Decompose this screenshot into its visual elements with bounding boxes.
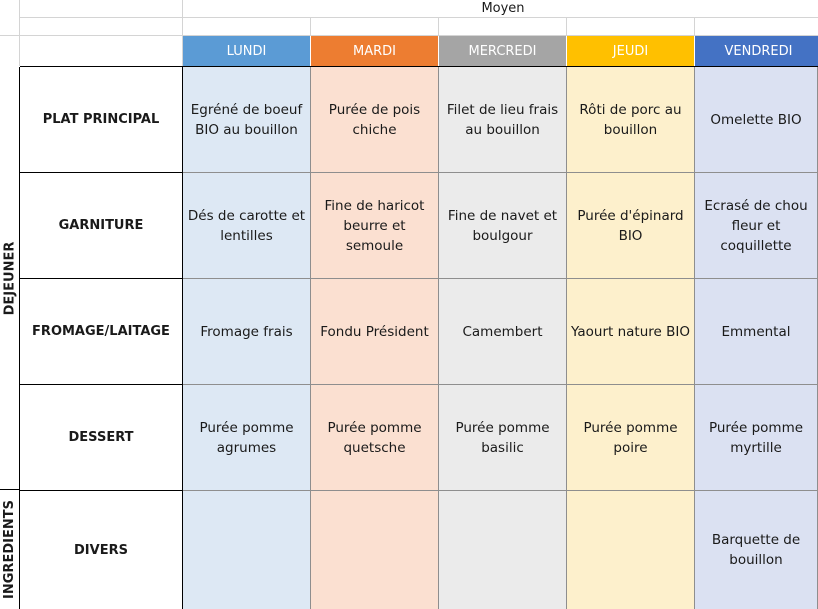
menu-cell[interactable]: Dés de carotte et lentilles (183, 173, 311, 279)
menu-cell[interactable]: Omelette BIO (695, 67, 818, 173)
grid-line (20, 17, 818, 18)
menu-cell[interactable] (567, 491, 695, 609)
menu-cell[interactable]: Emmental (695, 279, 818, 385)
menu-cell[interactable] (311, 491, 439, 609)
day-header-mercredi[interactable]: MERCREDI (439, 36, 567, 66)
day-header-lundi[interactable]: LUNDI (183, 36, 311, 66)
menu-cell[interactable]: Purée pomme agrumes (183, 385, 311, 491)
menu-cell[interactable]: Ecrasé de chou fleur et coquillette (695, 173, 818, 279)
menu-cell[interactable]: Yaourt nature BIO (567, 279, 695, 385)
row-label-fromage-laitage[interactable]: FROMAGE/LAITAGE (20, 279, 183, 385)
menu-cell[interactable] (439, 491, 567, 609)
menu-cell[interactable]: Fondu Président (311, 279, 439, 385)
menu-cell[interactable]: Fromage frais (183, 279, 311, 385)
grid-line (19, 0, 20, 66)
menu-cell[interactable]: Fine de haricot beurre et semoule (311, 173, 439, 279)
menu-cell[interactable]: Rôti de porc au bouillon (567, 67, 695, 173)
grid-line (566, 17, 567, 36)
grid-line (438, 17, 439, 36)
menu-cell[interactable]: Fine de navet et boulgour (439, 173, 567, 279)
menu-cell[interactable]: Egréné de boeuf BIO au bouillon (183, 67, 311, 173)
row-label-garniture[interactable]: GARNITURE (20, 173, 183, 279)
sheet-title: Moyen (481, 1, 525, 16)
grid-line (694, 17, 695, 36)
row-label-divers[interactable]: DIVERS (20, 491, 183, 609)
row-label-plat-principal[interactable]: PLAT PRINCIPAL (20, 67, 183, 173)
section-dejeuner (0, 67, 20, 490)
day-header-mardi[interactable]: MARDI (311, 36, 439, 66)
menu-cell[interactable]: Barquette de bouillon (695, 491, 818, 609)
section-ingredients-label: INGREDIENTS (2, 500, 17, 599)
menu-cell[interactable]: Purée pomme basilic (439, 385, 567, 491)
menu-cell[interactable] (183, 491, 311, 609)
menu-cell[interactable]: Purée pomme quetsche (311, 385, 439, 491)
menu-cell[interactable]: Purée pomme myrtille (695, 385, 818, 491)
row-label-dessert[interactable]: DESSERT (20, 385, 183, 491)
section-dejeuner-label: DEJEUNER (2, 241, 17, 315)
menu-cell[interactable]: Purée d'épinard BIO (567, 173, 695, 279)
grid-line (310, 17, 311, 36)
menu-cell[interactable]: Filet de lieu frais au bouillon (439, 67, 567, 173)
day-header-vendredi[interactable]: VENDREDI (695, 36, 818, 66)
section-ingredients (0, 490, 20, 609)
menu-cell[interactable]: Purée de pois chiche (311, 67, 439, 173)
day-header-jeudi[interactable]: JEUDI (567, 36, 695, 66)
menu-cell[interactable]: Camembert (439, 279, 567, 385)
menu-cell[interactable]: Purée pomme poire (567, 385, 695, 491)
